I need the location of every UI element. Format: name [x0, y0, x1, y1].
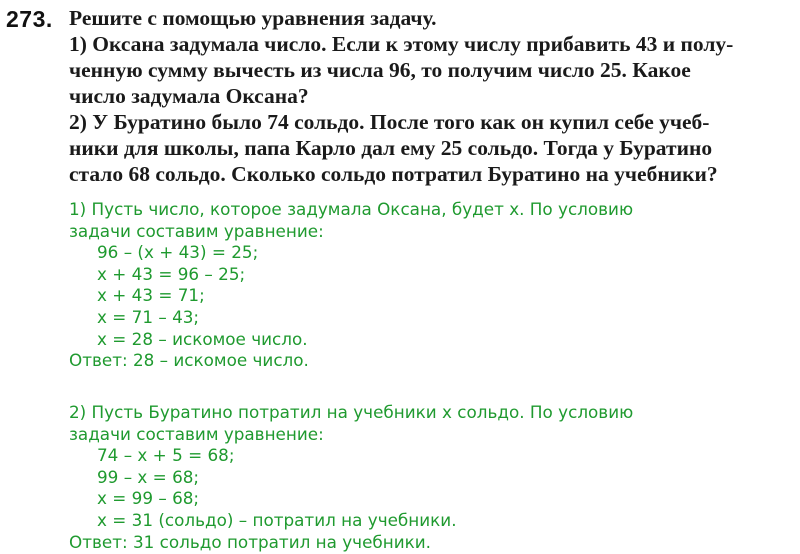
solution-intro-line: задачи составим уравнение:	[69, 423, 324, 444]
solution-answer: Ответ: 31 сольдо потратил на учебники.	[69, 531, 432, 552]
problem-text-line: число задумала Оксана?	[69, 84, 309, 108]
problem-text-line: ники для школы, папа Карло дал ему 25 сольдо. Тогда у Буратино	[69, 136, 713, 160]
equation-step: х = 28 – искомое число.	[97, 328, 308, 349]
solution-intro-line: 2) Пусть Буратино потратил на учебники х сольдо. По условию	[69, 402, 634, 422]
problem-text-line: 2) У Буратино было 74 сольдо. После того как он купил себе учеб-	[69, 110, 710, 134]
equation-step: х = 71 – 43;	[97, 306, 200, 327]
equation-step: х + 43 = 71;	[97, 285, 205, 306]
problem-text-line: 1) Оксана задумала число. Если к этому числу прибавить 43 и полу-	[69, 32, 734, 56]
equation-step: х = 31 (сольдо) – потратил на учебники.	[97, 509, 457, 530]
solution-intro-line: задачи составим уравнение:	[69, 220, 324, 241]
problem-statement	[69, 5, 793, 187]
problem-number: 273.	[6, 6, 53, 32]
equation-step: х = 99 – 68;	[97, 488, 200, 509]
problem-text-line: ченную сумму вычесть из числа 96, то получим число 25. Какое	[69, 58, 691, 82]
solution-1	[69, 199, 793, 372]
solution-answer: Ответ: 28 – искомое число.	[69, 350, 309, 371]
equation-step: х + 43 = 96 – 25;	[97, 263, 246, 284]
problem-text-line: стало 68 сольдо. Сколько сольдо потратил Буратино на учебники?	[69, 162, 718, 186]
solution-intro-line: 1) Пусть число, которое задумала Оксана, будет х. По условию	[69, 199, 634, 219]
solution-2	[69, 402, 793, 553]
problem-instruction: Решите с помощью уравнения задачу.	[69, 6, 437, 30]
equation-step: 74 – х + 5 = 68;	[97, 445, 235, 466]
equation-step: 96 – (х + 43) = 25;	[97, 242, 259, 263]
equation-step: 99 – х = 68;	[97, 466, 200, 487]
